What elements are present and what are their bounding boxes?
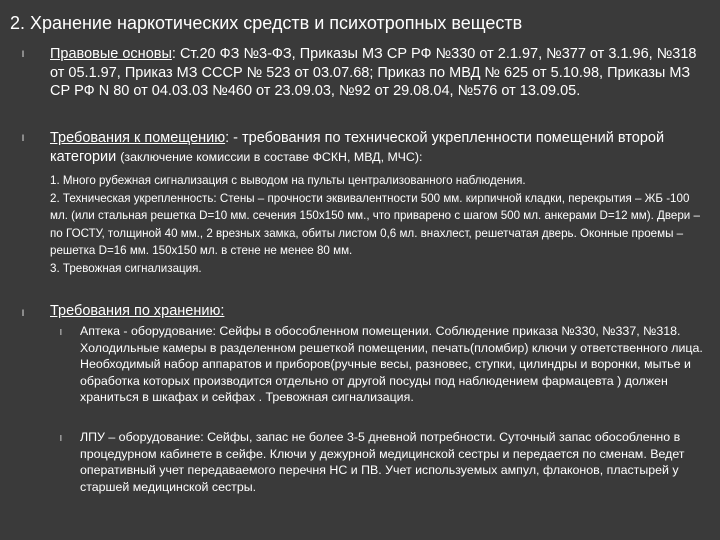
legal-basis-text: : Ст.20 ФЗ №3-ФЗ, Приказы МЗ СР РФ №330 от 2.1.97, №377 от 3.1.96, №318 от 05.1.97, Приказ МЗ СССР № 523 от 03.07.68; Приказ по МВД № 625 от 5.10.98, Приказы МЗ СР РФ N 80 от 04.03.03 №460 от 23.09.03, №92 от 29.08.04, №576 от 13.09.05. xyxy=(50,46,697,99)
bullet-icon: l xyxy=(60,328,62,337)
premises-note: (заключение комиссии в составе ФСКН, МВД, МЧС): xyxy=(120,149,423,164)
bullet-icon: l xyxy=(60,434,62,443)
numbered-item: 2. Техническая укрепленность: Стены – прочности эквивалентности 500 мм. кирпичной кладки, перекрытия – ЖБ -100 мл. (или стальная решетка D=10 мм. сечения 150x150 мм., что приварено с шагом 500 мл. анкерами D=12 мм). Двери – по ГОСТУ, толщиной 40 мм., 2 врезных замка, обиты листом 0,6 мл. внахлест, решетчатая дверь. Оконные проемы – решетка D=16 мм. 150x150 мл. в стене не менее 80 мм. xyxy=(50,191,700,258)
bullet-icon: l xyxy=(22,49,24,59)
numbered-item: 1. Много рубежная сигнализация с выводом на пульты централизованного наблюдения. xyxy=(50,174,526,187)
legal-basis-heading: Правовые основы xyxy=(50,46,172,62)
bullet-icon: l xyxy=(22,308,24,318)
legal-basis-paragraph xyxy=(50,45,710,101)
pharmacy-paragraph: Аптека - оборудование: Сейфы в обособленном помещении. Соблюдение приказа №330, №337, №318. Холодильные камеры в разделенном решеткой помещении, печать(пломбир) ключи у ответственного лица. Необходимый набор аппаратов и приборов(ручные весы, разновес, ступки, цилиндры и воронки, мытье и обработка которых производится отдельно от другой посуды под наблюдением фармацевта ) должен храниться в шкафах и сейфах . Тревожная сигнализация. xyxy=(80,324,703,405)
premises-paragraph xyxy=(50,129,710,166)
slide-title: 2. Хранение наркотических средств и психотропных веществ xyxy=(10,13,523,33)
requirements-numbered-list xyxy=(50,172,700,278)
premises-text: : - требования по технической укрепленности помещений второй категории xyxy=(50,130,665,165)
storage-heading-line xyxy=(50,302,710,321)
storage-heading: Требования по хранению: xyxy=(50,303,225,319)
clinic-paragraph: ЛПУ – оборудование: Сейфы, запас не более 3-5 дневной потребности. Суточный запас обособленно в процедурном кабинете в сейфе. Ключи у дежурной медицинской сестры и передается по сменам. Ведет оперативный учет передаваемого перечня НС и ПВ. Учет используемых ампул, флаконов, пластырей у старшей медицинской сестры. xyxy=(80,430,685,494)
bullet-icon: l xyxy=(22,133,24,143)
premises-heading: Требования к помещению xyxy=(50,130,226,146)
numbered-item: 3. Тревожная сигнализация. xyxy=(50,261,202,275)
